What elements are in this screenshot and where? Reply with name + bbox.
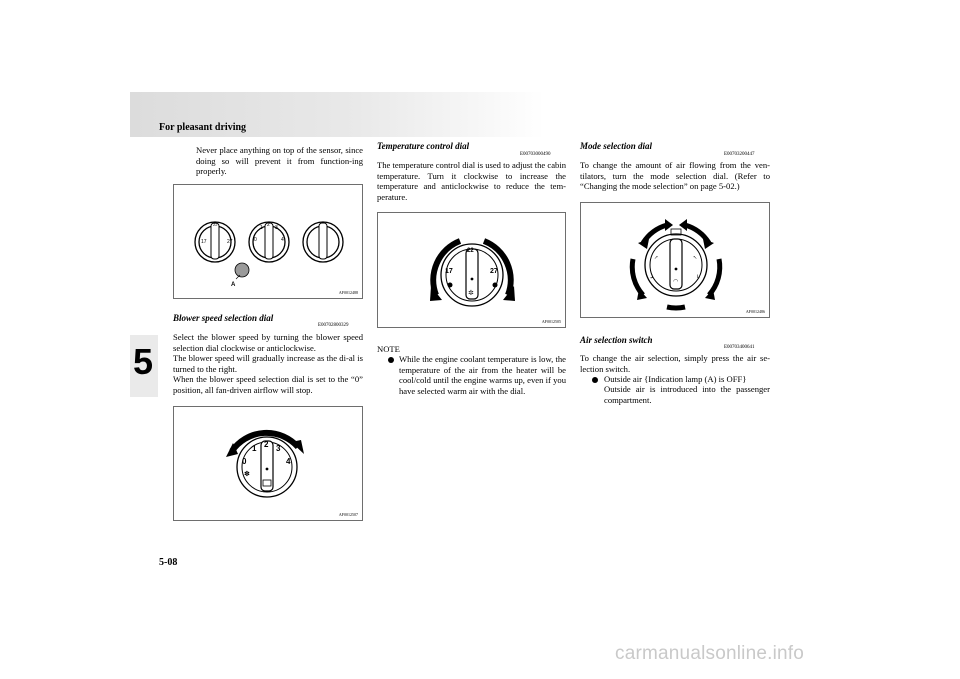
temperature-paragraph: The temperature control dial is used to adjust the cabin temperature. Turn it clockwise to increase the temperature and anticlockwise to reduce the tem-perature. bbox=[377, 160, 566, 202]
note-bullet-icon bbox=[388, 357, 394, 363]
figure-blower-dial bbox=[173, 406, 363, 521]
blower-code: E00702800329 bbox=[318, 323, 349, 328]
air-bullet-title: Outside air {Indication lamp (A) is OFF} bbox=[604, 374, 747, 384]
temp-symbol-icon: ✲ bbox=[468, 289, 474, 297]
face-icon: ↳ bbox=[696, 275, 702, 281]
speed-label: 3 bbox=[276, 444, 281, 453]
fig1-dial2-num: 2 bbox=[267, 222, 270, 228]
mode-paragraph: To change the amount of air flowing from the ven-tilators, turn the mode selection dial. (Refer to “Changing the mode selection” on page 5-02.) bbox=[580, 160, 770, 192]
speed-label: 4 bbox=[286, 457, 291, 466]
temperature-heading: Temperature control dial bbox=[377, 141, 470, 151]
note-text: While the engine coolant temperature is low, the temperature of the air from the heater will be cool/cold until the engine warms up, even if you have selected warm air with the dial. bbox=[399, 354, 566, 396]
temperature-dial-illustration bbox=[378, 213, 567, 329]
speed-label: 2 bbox=[264, 440, 269, 449]
sensor-caution-text: Never place anything on top of the sensor, since doing so will prevent it from function-ing properly. bbox=[196, 145, 363, 177]
mode-arrow-icon bbox=[632, 259, 643, 295]
blower-paragraph-2: The blower speed will gradually increase as the di-al is turned to the right. bbox=[173, 353, 363, 374]
temp-high-label: 27 bbox=[490, 268, 498, 275]
mode-dial-illustration bbox=[581, 203, 771, 319]
fig1-dial2-num: 3 bbox=[275, 225, 278, 231]
fig1-dial2-num: 0 bbox=[254, 237, 257, 243]
bi-level-icon: ↗ bbox=[654, 256, 659, 261]
blower-heading: Blower speed selection dial bbox=[173, 313, 274, 323]
blower-dial-illustration bbox=[174, 407, 364, 522]
mode-heading: Mode selection dial bbox=[580, 141, 652, 151]
fig1-label-a: A bbox=[231, 282, 236, 288]
figure-mode-dial bbox=[580, 202, 770, 318]
fig1-dial1-low: 17 bbox=[201, 239, 207, 245]
page-number: 5-08 bbox=[159, 557, 178, 568]
blower-paragraph-1: Select the blower speed by turning the blower speed selection dial clockwise or anticlockwise. bbox=[173, 332, 363, 353]
air-bullet-icon bbox=[592, 377, 598, 383]
fig1-dial2-num: 4 bbox=[281, 237, 284, 243]
air-selection-heading: Air selection switch bbox=[580, 335, 653, 345]
fig2-code: AF0012507 bbox=[338, 512, 358, 517]
temp-low-label: 17 bbox=[445, 268, 453, 275]
fig1-code: AF0012488 bbox=[338, 290, 358, 295]
fig1-dial2-num: 1 bbox=[260, 225, 263, 231]
speed-label: 1 bbox=[252, 444, 257, 453]
temperature-code: E00703000490 bbox=[520, 152, 551, 157]
windshield-icon: ◠ bbox=[673, 279, 679, 285]
note-title: NOTE bbox=[377, 344, 400, 354]
running-head: For pleasant driving bbox=[159, 122, 247, 133]
watermark: carmanualsonline.info bbox=[615, 643, 805, 664]
temp-mid-label: 22 bbox=[467, 248, 474, 254]
mode-arrow-icon bbox=[709, 259, 720, 295]
blower-paragraph-3: When the blower speed selection dial is set to the “0” position, all fan-driven airflow will stop. bbox=[173, 374, 363, 395]
climate-panel-illustration bbox=[174, 185, 364, 300]
figure-climate-panel bbox=[173, 184, 363, 299]
mode-code: E00703200447 bbox=[724, 152, 755, 157]
fig3-code: AF0012505 bbox=[541, 319, 561, 324]
floor-icon: ↲ bbox=[649, 275, 655, 281]
mode-arrow-icon bbox=[667, 307, 685, 308]
fig1-dial1-high: 27 bbox=[227, 239, 233, 245]
figure-temperature-dial bbox=[377, 212, 566, 328]
fig4-code: AF0012486 bbox=[745, 309, 765, 314]
air-bullet-text: Outside air is introduced into the passenger compartment. bbox=[604, 384, 770, 405]
air-selection-code: E00703400641 bbox=[724, 345, 755, 350]
fig1-dial1-top: 22 bbox=[213, 222, 218, 227]
chapter-number: 5 bbox=[133, 341, 154, 382]
speed-label: 0 bbox=[242, 457, 247, 466]
floor-defrost-icon: ↖ bbox=[693, 256, 698, 261]
air-selection-paragraph: To change the air selection, simply press the air se-lection switch. bbox=[580, 353, 770, 374]
fan-icon: ✽ bbox=[244, 470, 250, 478]
sensor-icon bbox=[235, 263, 249, 277]
